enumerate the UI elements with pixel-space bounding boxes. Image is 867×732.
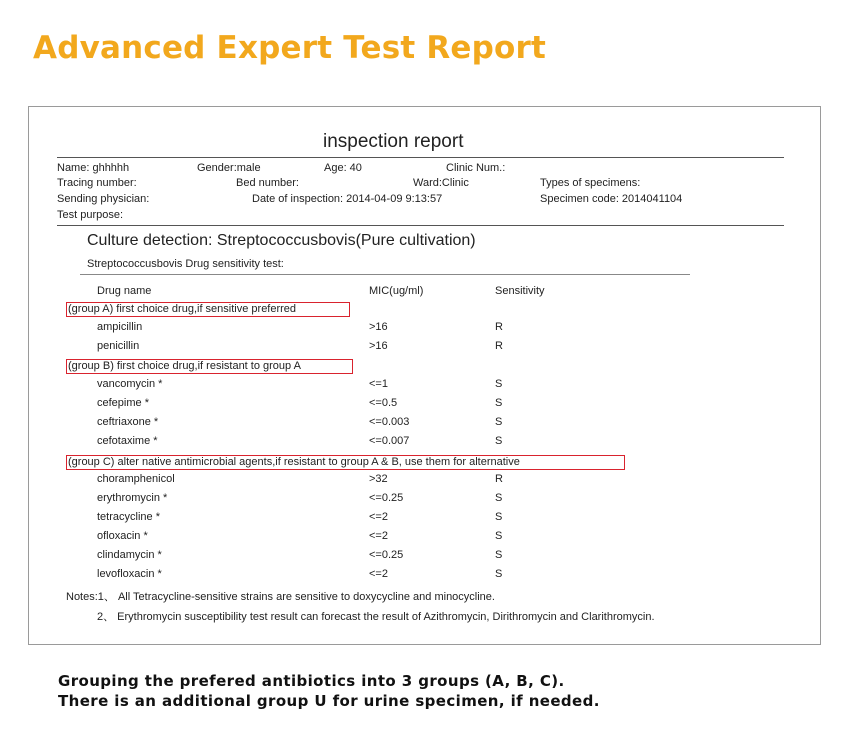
sending-physician: Sending physician: xyxy=(57,193,150,205)
drug-mic: >16 xyxy=(369,340,388,352)
drug-mic: <=0.25 xyxy=(369,492,404,504)
table-row xyxy=(0,567,867,582)
ward: Ward:Clinic xyxy=(413,177,469,189)
drug-mic: >16 xyxy=(369,321,388,333)
drug-sensitivity: R xyxy=(495,340,503,352)
drug-name: erythromycin * xyxy=(97,492,168,504)
column-header-mic: MIC(ug/ml) xyxy=(369,285,424,297)
table-row xyxy=(0,377,867,392)
table-row xyxy=(0,396,867,411)
group-c-label: (group C) alter native antimicrobial agents,if resistant to group A & B, use them for alternative xyxy=(66,455,625,470)
table-row xyxy=(0,320,867,335)
patient-name: Name: ghhhhh xyxy=(57,162,130,174)
drug-mic: <=1 xyxy=(369,378,388,390)
caption-line-1: Grouping the prefered antibiotics into 3 groups (A, B, C). xyxy=(58,672,565,690)
drug-name: penicillin xyxy=(97,340,140,352)
drug-name: ampicillin xyxy=(97,321,143,333)
drug-sensitivity: S xyxy=(495,568,503,580)
column-header-drug: Drug name xyxy=(97,285,152,297)
drug-mic: <=0.003 xyxy=(369,416,410,428)
column-header-sensitivity: Sensitivity xyxy=(495,285,545,297)
drug-name: clindamycin * xyxy=(97,549,162,561)
specimen-types: Types of specimens: xyxy=(540,177,641,189)
inspection-date: Date of inspection: 2014-04-09 9:13:57 xyxy=(252,193,443,205)
drug-mic: >32 xyxy=(369,473,388,485)
drug-name: vancomycin * xyxy=(97,378,163,390)
drug-mic: <=2 xyxy=(369,530,388,542)
report-title: inspection report xyxy=(323,131,464,152)
drug-mic: <=2 xyxy=(369,568,388,580)
header-divider xyxy=(57,157,784,158)
group-a-label: (group A) first choice drug,if sensitive preferred xyxy=(66,302,350,317)
patient-gender: Gender:male xyxy=(197,162,261,174)
info-divider xyxy=(57,225,784,226)
drug-name: ceftriaxone * xyxy=(97,416,159,428)
drug-mic: <=0.5 xyxy=(369,397,398,409)
table-row xyxy=(0,510,867,525)
drug-mic: <=0.25 xyxy=(369,549,404,561)
caption-line-2: There is an additional group U for urine specimen, if needed. xyxy=(58,692,600,710)
table-row xyxy=(0,472,867,487)
drug-mic: <=2 xyxy=(369,511,388,523)
drug-sensitivity: S xyxy=(495,492,503,504)
table-row xyxy=(0,529,867,544)
group-b-label: (group B) first choice drug,if resistant to group A xyxy=(66,359,353,374)
note-2: 2、 Erythromycin susceptibility test result can forecast the result of Azithromycin, Dirithromycin and Clarithromycin. xyxy=(97,611,655,623)
note-1: Notes:1、 All Tetracycline-sensitive strains are sensitive to doxycycline and minocycline. xyxy=(66,591,495,603)
drug-sensitivity: S xyxy=(495,435,503,447)
drug-sensitivity: R xyxy=(495,321,503,333)
drug-name: ofloxacin * xyxy=(97,530,148,542)
drug-name: cefepime * xyxy=(97,397,149,409)
page-title: Advanced Expert Test Report xyxy=(33,30,547,66)
drug-mic: <=0.007 xyxy=(369,435,410,447)
sensitivity-divider xyxy=(80,274,690,275)
drug-sensitivity: S xyxy=(495,397,503,409)
drug-sensitivity: R xyxy=(495,473,503,485)
patient-age: Age: 40 xyxy=(324,162,362,174)
bed-number: Bed number: xyxy=(236,177,299,189)
drug-name: choramphenicol xyxy=(97,473,175,485)
table-row xyxy=(0,415,867,430)
drug-sensitivity: S xyxy=(495,416,503,428)
table-row xyxy=(0,548,867,563)
clinic-number: Clinic Num.: xyxy=(446,162,506,174)
table-row xyxy=(0,339,867,354)
drug-name: levofloxacin * xyxy=(97,568,162,580)
table-row xyxy=(0,491,867,506)
culture-detection: Culture detection: Streptococcusbovis(Pure cultivation) xyxy=(87,232,476,249)
sensitivity-test-title: Streptococcusbovis Drug sensitivity test: xyxy=(87,258,284,270)
drug-sensitivity: S xyxy=(495,530,503,542)
drug-name: cefotaxime * xyxy=(97,435,158,447)
specimen-code: Specimen code: 2014041104 xyxy=(540,193,683,205)
drug-sensitivity: S xyxy=(495,511,503,523)
test-purpose: Test purpose: xyxy=(57,209,124,221)
drug-sensitivity: S xyxy=(495,378,503,390)
drug-name: tetracycline * xyxy=(97,511,160,523)
tracing-number: Tracing number: xyxy=(57,177,137,189)
drug-sensitivity: S xyxy=(495,549,503,561)
table-row xyxy=(0,434,867,449)
